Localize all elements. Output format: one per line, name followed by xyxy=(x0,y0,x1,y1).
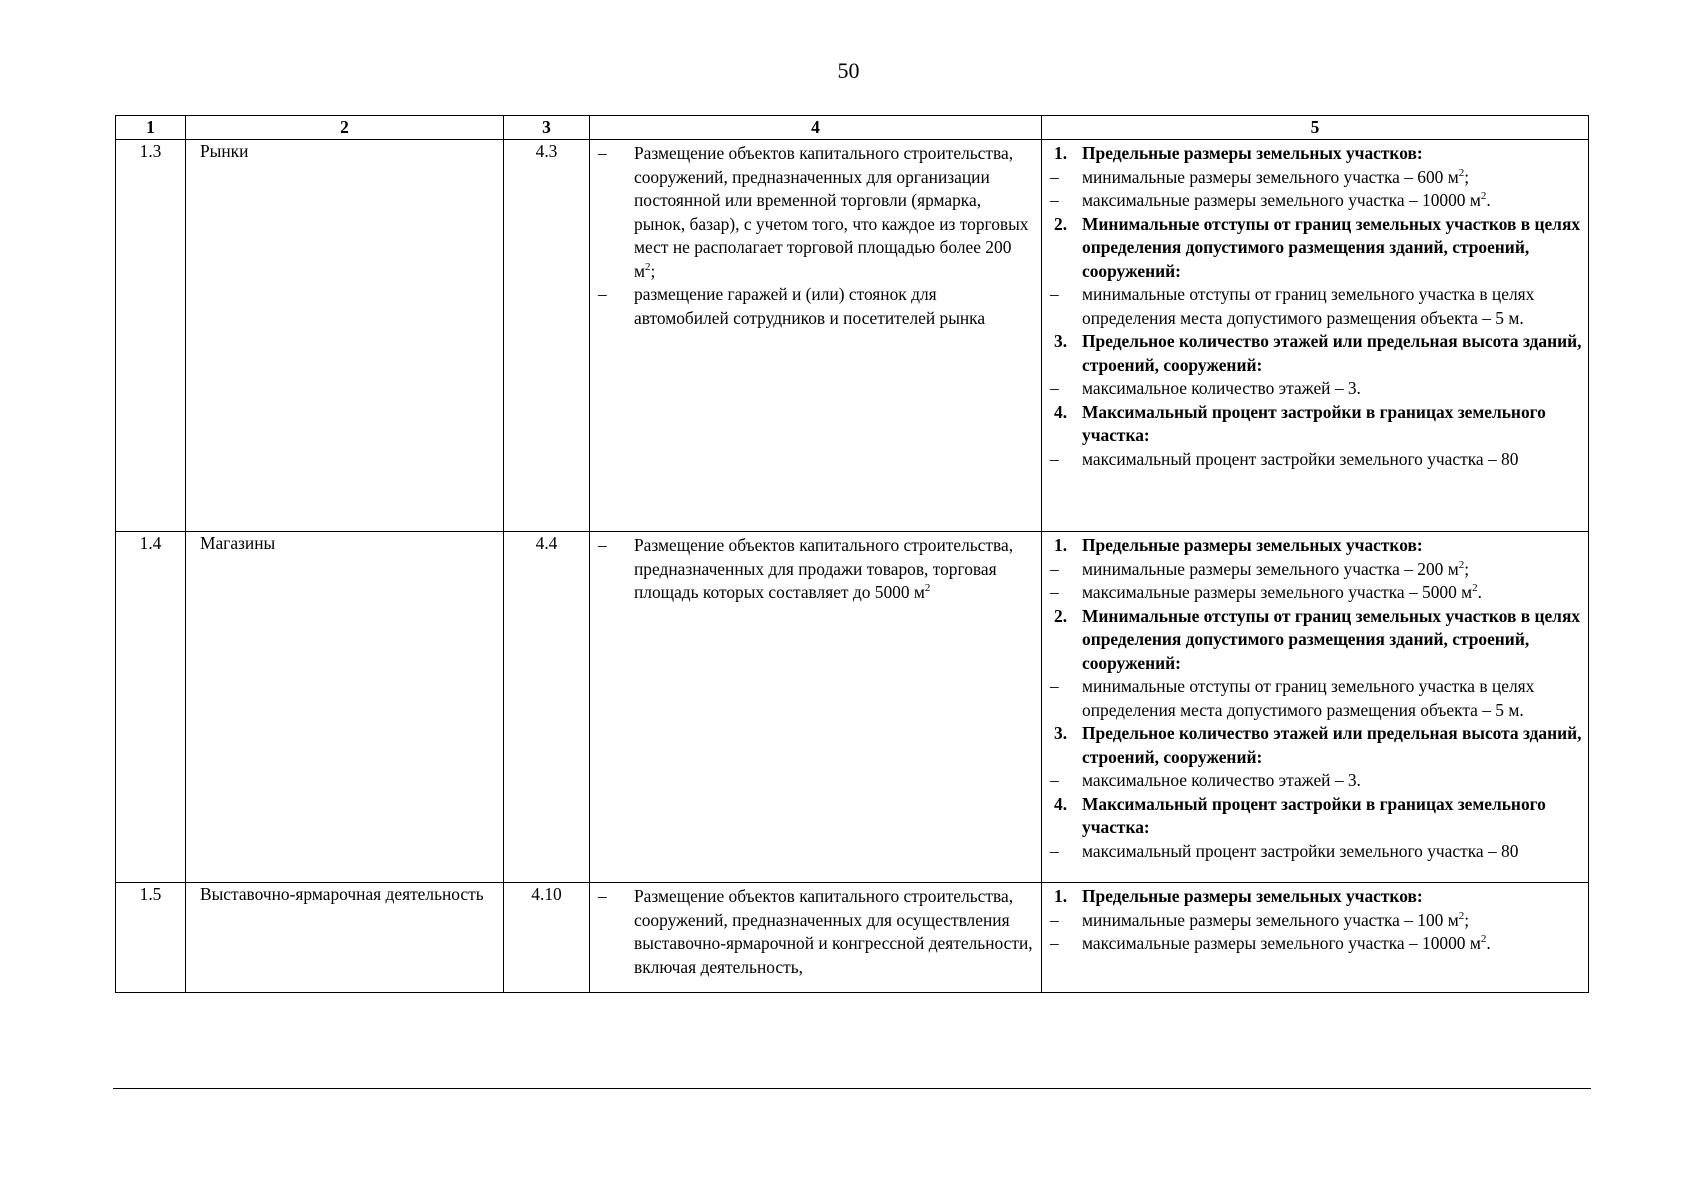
parameter-heading xyxy=(1050,330,1582,377)
header-col-3: 3 xyxy=(504,116,590,140)
parameter-text: максимальный процент застройки земельного участка – 80 xyxy=(1082,448,1519,469)
parameter-text: минимальные размеры земельного участка – 200 $м^2$; xyxy=(1082,558,1470,579)
table-row xyxy=(116,532,1589,883)
dash-marker: – xyxy=(1050,558,1059,579)
dash-marker: – xyxy=(598,535,607,555)
dash-marker: – xyxy=(598,143,607,163)
description-item xyxy=(598,142,1035,283)
use-description xyxy=(590,140,1042,532)
header-col-2: 2 xyxy=(186,116,504,140)
dash-marker: – xyxy=(1050,190,1059,210)
parameter-text: максимальное количество этажей – 3. xyxy=(1082,378,1361,398)
use-code: 4.4 xyxy=(504,532,590,883)
parameter-item xyxy=(1050,558,1582,582)
use-name: Магазины xyxy=(186,532,504,883)
dash-marker: – xyxy=(1050,166,1059,187)
header-col-4: 4 xyxy=(590,116,1042,140)
parameter-item xyxy=(1050,448,1582,472)
parameter-item xyxy=(1050,909,1582,933)
use-code: 4.3 xyxy=(504,140,590,532)
parameter-item xyxy=(1050,166,1582,190)
bottom-rule xyxy=(113,1088,1591,1089)
dash-marker: – xyxy=(598,284,607,304)
parameter-item xyxy=(1050,675,1582,722)
parameter-text: минимальные отступы от границ земельного участка в целях определения места допустимого размещения объекта – 5 м. xyxy=(1082,284,1535,328)
parameter-text: максимальный процент застройки земельного участка – 80 xyxy=(1082,840,1519,861)
use-code: 4.10 xyxy=(504,883,590,993)
parameter-item xyxy=(1050,581,1582,605)
parameter-text: минимальные отступы от границ земельного участка в целях определения места допустимого размещения объекта – 5 м. xyxy=(1082,676,1535,720)
parameter-heading xyxy=(1050,793,1582,840)
parameter-item xyxy=(1050,283,1582,330)
parameter-text: максимальные размеры земельного участка – 5000 $м^2$. xyxy=(1082,582,1482,602)
parameters xyxy=(1042,883,1589,993)
use-name: Рынки xyxy=(186,140,504,532)
heading-number: 3. xyxy=(1054,723,1068,743)
description-text: Размещение объектов капитального строительства, сооружений, предназначенных для осуществления выставочно-ярмарочной и конгрессной деятельности, включая деятельность, xyxy=(634,886,1033,977)
use-name: Выставочно-ярмарочная деятельность xyxy=(186,883,504,993)
parameter-item xyxy=(1050,189,1582,213)
parameter-item xyxy=(1050,377,1582,401)
parameter-text: Минимальные отступы от границ земельных участков в целях определения допустимого размещения зданий, строений, сооружений: xyxy=(1082,605,1581,673)
heading-number: 1. xyxy=(1054,143,1068,163)
parameter-heading xyxy=(1050,722,1582,769)
use-description xyxy=(590,883,1042,993)
dash-marker: – xyxy=(1050,284,1059,304)
parameter-text: Максимальный процент застройки в границах земельного участка: xyxy=(1082,793,1546,837)
heading-number: 4. xyxy=(1054,793,1068,814)
parameter-text: максимальные размеры земельного участка – 10000 $м^2$. xyxy=(1082,190,1491,210)
dash-marker: – xyxy=(1050,933,1059,953)
parameter-item xyxy=(1050,840,1582,864)
table-row xyxy=(116,140,1589,532)
page-number: 50 xyxy=(837,58,860,83)
dash-marker: – xyxy=(598,886,607,906)
parameter-text: Максимальный процент застройки в границах земельного участка: xyxy=(1082,401,1546,445)
heading-number: 1. xyxy=(1054,886,1068,906)
parameter-text: Предельные размеры земельных участков: xyxy=(1082,535,1423,555)
parameters xyxy=(1042,140,1589,532)
parameter-heading xyxy=(1050,401,1582,448)
parameter-heading xyxy=(1050,142,1582,166)
description-text: Размещение объектов капитального строительства, сооружений, предназначенных для организации постоянной или временной торговли (ярмарка, рынок, базар), с учетом того, что каждое из торговых мест не располагает торговой площадью более 200 $м^2$; xyxy=(634,143,1029,281)
parameter-text: максимальное количество этажей – 3. xyxy=(1082,770,1361,790)
header-col-5: 5 xyxy=(1042,116,1589,140)
parameter-text: Предельное количество этажей или предельная высота зданий, строений, сооружений: xyxy=(1082,331,1582,375)
parameter-item xyxy=(1050,932,1582,956)
dash-marker: – xyxy=(1050,448,1059,469)
dash-marker: – xyxy=(1050,909,1059,930)
dash-marker: – xyxy=(1050,378,1059,398)
dash-marker: – xyxy=(1050,840,1059,861)
parameter-text: минимальные размеры земельного участка – 600 $м^2$; xyxy=(1082,166,1470,187)
parameter-text: Предельное количество этажей или предельная высота зданий, строений, сооружений: xyxy=(1082,723,1582,767)
description-text: размещение гаражей и (или) стоянок для автомобилей сотрудников и посетителей рынка xyxy=(634,284,986,328)
parameter-heading xyxy=(1050,213,1582,284)
parameter-heading xyxy=(1050,605,1582,676)
row-number: 1.4 xyxy=(116,532,186,883)
parameter-text: Минимальные отступы от границ земельных участков в целях определения допустимого размещения зданий, строений, сооружений: xyxy=(1082,213,1581,281)
description-item xyxy=(598,885,1035,979)
row-number: 1.5 xyxy=(116,883,186,993)
dash-marker: – xyxy=(1050,770,1059,790)
heading-number: 4. xyxy=(1054,401,1068,422)
header-row xyxy=(116,116,1589,140)
parameter-text: Предельные размеры земельных участков: xyxy=(1082,886,1423,906)
heading-number: 2. xyxy=(1054,213,1068,234)
dash-marker: – xyxy=(1050,582,1059,602)
parameter-heading xyxy=(1050,534,1582,558)
header-col-1: 1 xyxy=(116,116,186,140)
parameter-text: максимальные размеры земельного участка – 10000 $м^2$. xyxy=(1082,933,1491,953)
table-row xyxy=(116,883,1589,993)
heading-number: 3. xyxy=(1054,331,1068,351)
row-number: 1.3 xyxy=(116,140,186,532)
description-item xyxy=(598,283,1035,330)
parameters xyxy=(1042,532,1589,883)
parameter-item xyxy=(1050,769,1582,793)
regulations-table xyxy=(115,115,1589,993)
parameter-text: Предельные размеры земельных участков: xyxy=(1082,143,1423,163)
heading-number: 1. xyxy=(1054,535,1068,555)
parameter-heading xyxy=(1050,885,1582,909)
description-text: Размещение объектов капитального строительства, предназначенных для продажи товаров, торговая площадь которых составляет до 5000 $м^2$ xyxy=(634,535,1014,602)
heading-number: 2. xyxy=(1054,605,1068,626)
description-item xyxy=(598,534,1035,605)
dash-marker: – xyxy=(1050,676,1059,696)
parameter-text: минимальные размеры земельного участка – 100 $м^2$; xyxy=(1082,909,1470,930)
use-description xyxy=(590,532,1042,883)
